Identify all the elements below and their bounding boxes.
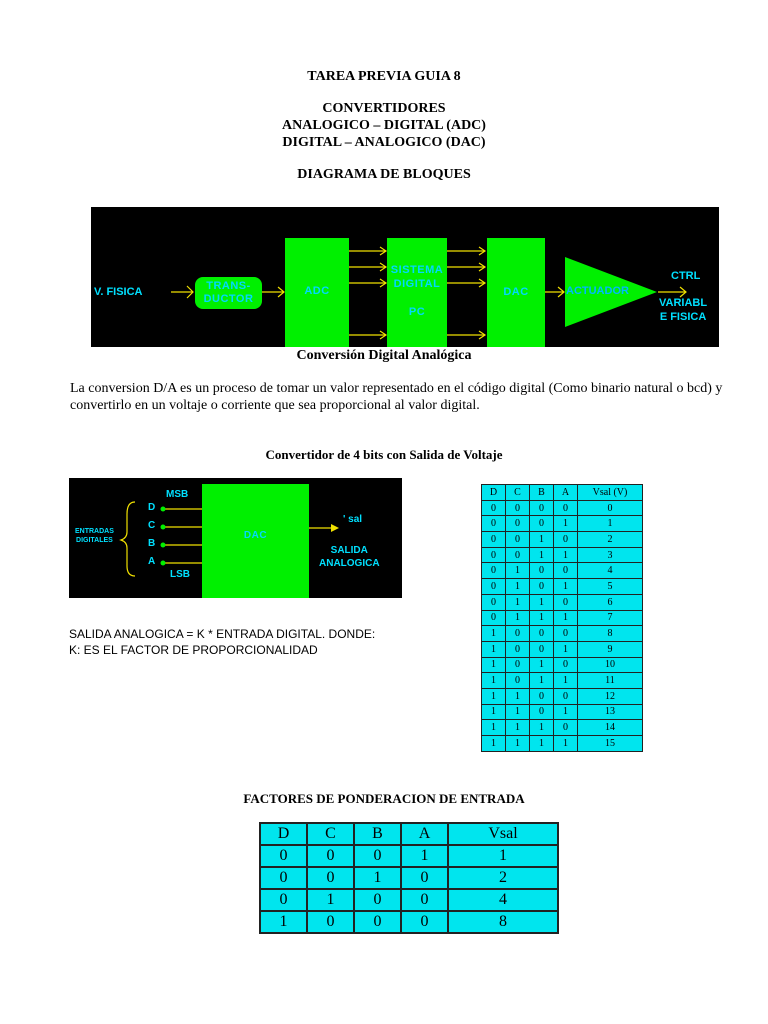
- table-cell: 1: [506, 563, 530, 579]
- table-row: [482, 516, 643, 532]
- table-cell: 1: [354, 867, 401, 889]
- table-cell: 0: [307, 845, 354, 867]
- table-row: [260, 889, 558, 911]
- table-cell: 0: [530, 688, 554, 704]
- table-cell: 4: [448, 889, 558, 911]
- table-row: [482, 688, 643, 704]
- table-cell: 0: [530, 579, 554, 595]
- table-cell: 0: [307, 911, 354, 933]
- weights-title: FACTORES DE PONDERACION DE ENTRADA: [243, 791, 525, 806]
- weights-table-header: D C B A Vsal: [260, 823, 558, 845]
- table-cell: 12: [578, 688, 643, 704]
- table-cell: 5: [578, 579, 643, 595]
- table-cell: 1: [530, 610, 554, 626]
- table-cell: 1: [506, 704, 530, 720]
- table-cell: 1: [307, 889, 354, 911]
- table-cell: 1: [554, 610, 578, 626]
- table-cell: 0: [530, 641, 554, 657]
- table-cell: 15: [578, 736, 643, 752]
- analog-output-label: SALIDA ANALOGICA: [319, 545, 380, 569]
- table-cell: 1: [554, 516, 578, 532]
- bit-a-dot: [161, 561, 166, 566]
- table-cell: 0: [354, 911, 401, 933]
- table-cell: 0: [482, 563, 506, 579]
- table-cell: 2: [578, 532, 643, 548]
- table-cell: 0: [482, 532, 506, 548]
- dac-block-label: DAC: [243, 530, 268, 541]
- table-cell: 1: [554, 641, 578, 657]
- table-cell: 0: [530, 516, 554, 532]
- input-brace: [121, 502, 135, 576]
- actuator-label: ACTUADOR: [566, 285, 629, 297]
- table-cell: 3: [578, 547, 643, 563]
- table-cell: 0: [482, 500, 506, 516]
- table-cell: 1: [482, 657, 506, 673]
- bit-b-dot: [161, 543, 166, 548]
- output-label: VARIABL E FISICA: [659, 297, 708, 323]
- vsal-label: ' sal: [343, 514, 363, 525]
- table-cell: 1: [506, 594, 530, 610]
- table-cell: 1: [530, 736, 554, 752]
- table-cell: 10: [578, 657, 643, 673]
- table-cell: 0: [506, 673, 530, 689]
- weights-table: [259, 822, 559, 934]
- table-cell: 1: [506, 579, 530, 595]
- bit-d-label: D: [148, 502, 156, 513]
- table-cell: 0: [506, 626, 530, 642]
- heading-block-diagram: DIAGRAMA DE BLOQUES: [297, 167, 471, 182]
- heading-convertidores: CONVERTIDORES: [322, 101, 446, 116]
- table-row: [260, 867, 558, 889]
- table-cell: 0: [354, 845, 401, 867]
- table-cell: 1: [506, 736, 530, 752]
- table-cell: 0: [354, 889, 401, 911]
- heading-adc: ANALOGICO – DIGITAL (ADC): [282, 118, 486, 133]
- table-cell: 9: [578, 641, 643, 657]
- bit-b-label: B: [148, 538, 156, 549]
- pc-label: PC: [408, 306, 426, 318]
- table-cell: 1: [506, 688, 530, 704]
- bus-adc-pc: [349, 247, 386, 339]
- table-row: [260, 845, 558, 867]
- table-cell: 1: [482, 704, 506, 720]
- table-cell: 6: [578, 594, 643, 610]
- table-row: [482, 641, 643, 657]
- msb-label: MSB: [166, 489, 189, 500]
- table-cell: 0: [554, 657, 578, 673]
- table-cell: 0: [530, 704, 554, 720]
- table-cell: 0: [401, 911, 448, 933]
- table-cell: 1: [482, 736, 506, 752]
- table-cell: 0: [506, 641, 530, 657]
- table-cell: 1: [554, 736, 578, 752]
- table-cell: 0: [554, 688, 578, 704]
- truth-table-header: D C B A Vsal (V): [482, 485, 643, 501]
- table-cell: 0: [506, 516, 530, 532]
- table-cell: 0: [482, 516, 506, 532]
- table-cell: 0: [260, 867, 307, 889]
- table-cell: 1: [530, 532, 554, 548]
- table-cell: 0: [554, 594, 578, 610]
- bit-a-label: A: [148, 556, 156, 567]
- table-cell: 1: [506, 720, 530, 736]
- table-cell: 0: [482, 594, 506, 610]
- table-cell: 0: [554, 626, 578, 642]
- table-cell: 1: [482, 720, 506, 736]
- table-cell: 1: [401, 845, 448, 867]
- dac-label: DAC: [503, 286, 529, 298]
- table-cell: 0: [506, 657, 530, 673]
- table-cell: 13: [578, 704, 643, 720]
- table-row: [482, 610, 643, 626]
- table-row: [482, 673, 643, 689]
- table-row: [482, 720, 643, 736]
- table-cell: 4: [578, 563, 643, 579]
- converter-title: Convertidor de 4 bits con Salida de Voltaje: [265, 447, 503, 462]
- table-cell: 14: [578, 720, 643, 736]
- table-cell: 0: [554, 720, 578, 736]
- table-cell: 1: [554, 704, 578, 720]
- table-cell: 1: [448, 845, 558, 867]
- heading-dac: DIGITAL – ANALOGICO (DAC): [282, 135, 486, 150]
- lsb-label: LSB: [170, 569, 190, 580]
- table-cell: 2: [448, 867, 558, 889]
- table-row: [482, 563, 643, 579]
- bit-c-dot: [161, 525, 166, 530]
- bit-d-dot: [161, 507, 166, 512]
- table-cell: 0: [554, 532, 578, 548]
- table-row: [482, 626, 643, 642]
- dac-diagram: [69, 478, 402, 598]
- table-cell: 1: [482, 626, 506, 642]
- bit-c-label: C: [148, 520, 156, 531]
- table-cell: 8: [578, 626, 643, 642]
- table-cell: 1: [530, 720, 554, 736]
- adc-label: ADC: [304, 285, 330, 297]
- table-cell: 1: [260, 911, 307, 933]
- table-cell: 1: [578, 516, 643, 532]
- table-cell: 1: [482, 688, 506, 704]
- ctrl-label: CTRL: [671, 270, 701, 282]
- table-cell: 0: [260, 889, 307, 911]
- dac-block-2: [202, 484, 309, 598]
- table-cell: 0: [260, 845, 307, 867]
- table-cell: 1: [530, 594, 554, 610]
- table-cell: 0: [401, 867, 448, 889]
- table-row: [482, 532, 643, 548]
- formula-text: SALIDA ANALOGICA = K * ENTRADA DIGITAL. DONDE: K: ES EL FACTOR DE PROPORCIONALIDAD: [69, 627, 376, 657]
- table-cell: 0: [530, 500, 554, 516]
- table-cell: 1: [530, 673, 554, 689]
- table-cell: 0: [506, 547, 530, 563]
- table-row: [482, 704, 643, 720]
- table-cell: 1: [530, 547, 554, 563]
- table-cell: 1: [482, 641, 506, 657]
- table-cell: 7: [578, 610, 643, 626]
- inputs-label: ENTRADAS DIGITALES: [75, 528, 114, 544]
- table-cell: 0: [530, 563, 554, 579]
- table-cell: 0: [307, 867, 354, 889]
- table-row: [482, 594, 643, 610]
- table-cell: 0: [506, 532, 530, 548]
- transducer-label: TRANS- DUCTOR: [203, 280, 254, 305]
- table-cell: 11: [578, 673, 643, 689]
- table-row: [482, 500, 643, 516]
- table-cell: 0: [554, 500, 578, 516]
- label-v-fisica: V. FISICA: [94, 286, 143, 298]
- table-cell: 0: [482, 579, 506, 595]
- table-cell: 0: [530, 626, 554, 642]
- table-cell: 0: [401, 889, 448, 911]
- doc-title: TAREA PREVIA GUIA 8: [307, 69, 461, 84]
- table-row: [260, 911, 558, 933]
- description-paragraph: La conversion D/A es un proceso de tomar un valor representado en el código digital (Como binario natural o bcd) y convertirlo en un voltaje o corriente que sea proporcional al valor digital.: [70, 381, 723, 413]
- bus-pc-dac: [447, 247, 485, 339]
- system-label: SISTEMA DIGITAL: [390, 264, 444, 290]
- diagram-caption: Conversión Digital Analógica: [296, 348, 472, 363]
- table-cell: 1: [554, 547, 578, 563]
- table-cell: 0: [578, 500, 643, 516]
- table-row: [482, 736, 643, 752]
- table-cell: 1: [554, 579, 578, 595]
- block-diagram: [91, 207, 719, 347]
- table-cell: 1: [506, 610, 530, 626]
- table-cell: 1: [482, 673, 506, 689]
- truth-table: [481, 484, 643, 752]
- table-cell: 1: [530, 657, 554, 673]
- table-cell: 0: [554, 563, 578, 579]
- table-row: [482, 547, 643, 563]
- table-cell: 8: [448, 911, 558, 933]
- table-cell: 1: [554, 673, 578, 689]
- system-block: [387, 238, 447, 347]
- table-row: [482, 579, 643, 595]
- table-row: [482, 657, 643, 673]
- table-cell: 0: [482, 547, 506, 563]
- table-cell: 0: [482, 610, 506, 626]
- table-cell: 0: [506, 500, 530, 516]
